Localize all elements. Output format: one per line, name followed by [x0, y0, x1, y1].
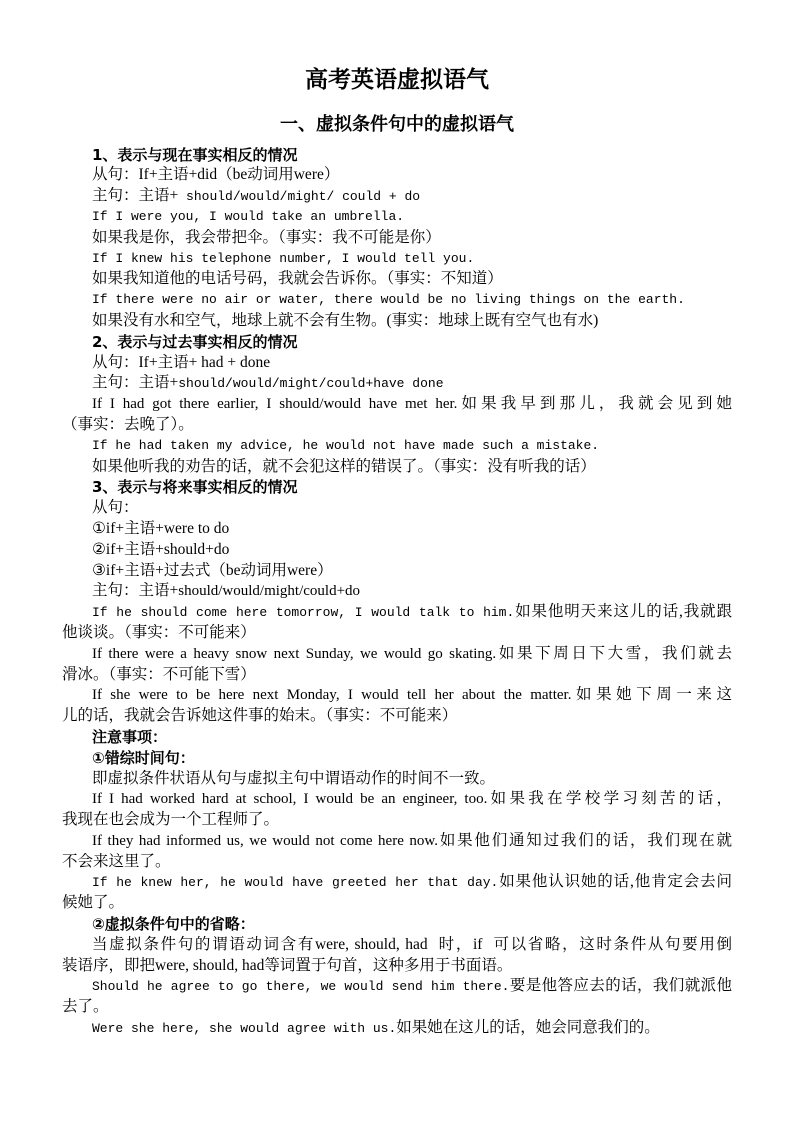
example-english: If there were a heavy snow next Sunday, we would go skating.	[92, 645, 497, 662]
translation-line: 如果没有水和空气，地球上就不会有生物。(事实：地球上既有空气也有水)	[92, 311, 599, 329]
example-english: If she were to be here next Monday, I would tell her about the matter.	[92, 687, 572, 704]
formula-label: 主句：主语+	[92, 374, 179, 392]
explanation-line: 即虚拟条件状语从句与虚拟主句中谓语动作的时间不一致。	[92, 769, 496, 787]
formula-verbs: should/would/might/could+do	[178, 583, 361, 600]
example-continuation: 候她了。	[62, 894, 125, 912]
example-continuation: 儿的话，我就会告诉她这件事的始末。（事实：不可能来）	[62, 707, 458, 725]
example-line	[62, 1018, 732, 1039]
example-line	[62, 789, 732, 810]
main-clause-formula	[62, 581, 732, 602]
case-heading-future: 3、表示与将来事实相反的情况	[92, 478, 298, 497]
mixed-time-heading: ①错综时间句：	[92, 748, 195, 767]
main-clause-formula	[62, 373, 732, 394]
example-sentence: If there were no air or water, there would be no living things on the earth.	[92, 292, 685, 308]
section-heading: 一、虚拟条件句中的虚拟语气	[280, 114, 514, 135]
example-sentence: If I were you, I would take an umbrella.	[92, 208, 405, 224]
example-chinese: 如果她在这儿的话，她会同意我们的。	[396, 1019, 660, 1037]
subordinate-clause-formula: 从句：If+主语+did（be动词用were）	[92, 166, 340, 184]
example-english: If I had worked hard at school, I would be an engineer, too.	[92, 791, 488, 808]
document-title: 高考英语虚拟语气	[305, 67, 489, 93]
example-chinese: 如果他认识她的话,他肯定会去问	[498, 873, 732, 891]
document-body	[62, 145, 732, 1039]
example-chinese: 如果她下周一来这	[571, 686, 732, 704]
example-english: If they had informed us, we would not come here now.	[92, 832, 439, 849]
main-clause-formula	[62, 186, 732, 207]
example-english: Were she here, she would agree with us.	[92, 1021, 397, 1037]
notes-heading: 注意事项：	[92, 727, 168, 746]
example-english: If he should come here tomorrow, I would talk to him.	[92, 605, 515, 621]
example-line	[62, 872, 732, 893]
example-chinese: 如果我早到那儿，我就会见到她	[457, 395, 732, 413]
example-line	[62, 976, 732, 997]
case-heading-present: 1、表示与现在事实相反的情况	[92, 145, 298, 164]
example-continuation: 他谈谈。（事实：不可能来）	[62, 623, 256, 641]
formula-label: 主句：主语+	[92, 582, 179, 600]
translation-line: 如果我知道他的电话号码，我就会告诉你。（事实：不知道）	[92, 270, 503, 288]
omission-heading: ②虚拟条件句中的省略：	[92, 915, 255, 934]
example-sentence: If I knew his telephone number, I would tell you.	[92, 250, 475, 266]
explanation-continuation: 装语序，即把were, should, had等词置于句首，这种多用于书面语。	[62, 956, 513, 974]
example-english: If he knew her, he would have greeted her that day.	[92, 875, 499, 891]
translation-line: 如果他听我的劝告的话，就不会犯这样的错误了。（事实：没有听我的话）	[92, 457, 596, 475]
example-line	[62, 602, 732, 623]
example-continuation: 我现在也会成为一个工程师了。	[62, 811, 280, 829]
example-line	[62, 394, 732, 415]
example-line	[62, 685, 732, 706]
example-chinese: 如果我在学校学习刻苦的话，	[487, 790, 732, 808]
case-heading-past: 2、表示与过去事实相反的情况	[92, 332, 298, 351]
example-sentence: If he had taken my advice, he would not have made such a mistake.	[92, 437, 600, 453]
example-line	[62, 831, 732, 852]
example-chinese: 如果他们通知过我们的话，我们现在就	[438, 831, 732, 849]
example-chinese: 要是他答应去的话，我们就派他	[509, 977, 732, 995]
clause-formula-option-3: ③if+主语+过去式（be动词用were）	[92, 561, 333, 579]
example-english: Should he agree to go there, we would send him there.	[92, 979, 510, 995]
example-continuation: （事实：去晚了）。	[62, 415, 194, 433]
subordinate-clause-label: 从句：	[92, 499, 139, 517]
example-continuation: 滑冰。（事实：不可能下雪）	[62, 665, 256, 683]
formula-verbs: should/would/might/could+have done	[178, 376, 444, 392]
formula-verbs: should/would/might/ could + do	[178, 189, 421, 205]
translation-line: 如果我是你，我会带把伞。（事实：我不可能是你）	[92, 228, 441, 246]
formula-label: 主句：主语+	[92, 187, 179, 205]
example-continuation: 去了。	[62, 998, 109, 1016]
example-continuation: 不会来这里了。	[62, 852, 171, 870]
example-line	[62, 644, 732, 665]
example-chinese: 如果下周日下大雪，我们就去	[496, 644, 732, 662]
subordinate-clause-formula: 从句：If+主语+ had + done	[92, 353, 271, 371]
clause-formula-option-1: ①if+主语+were to do	[92, 519, 230, 537]
example-english: If I had got there earlier, I should/would have met her.	[92, 396, 458, 413]
explanation-line: 当虚拟条件句的谓语动词含有were, should, had 时，if 可以省略，这时条件从句要用倒	[92, 935, 732, 953]
example-chinese: 如果他明天来这儿的话,我就跟	[514, 603, 732, 621]
clause-formula-option-2: ②if+主语+should+do	[92, 540, 230, 558]
